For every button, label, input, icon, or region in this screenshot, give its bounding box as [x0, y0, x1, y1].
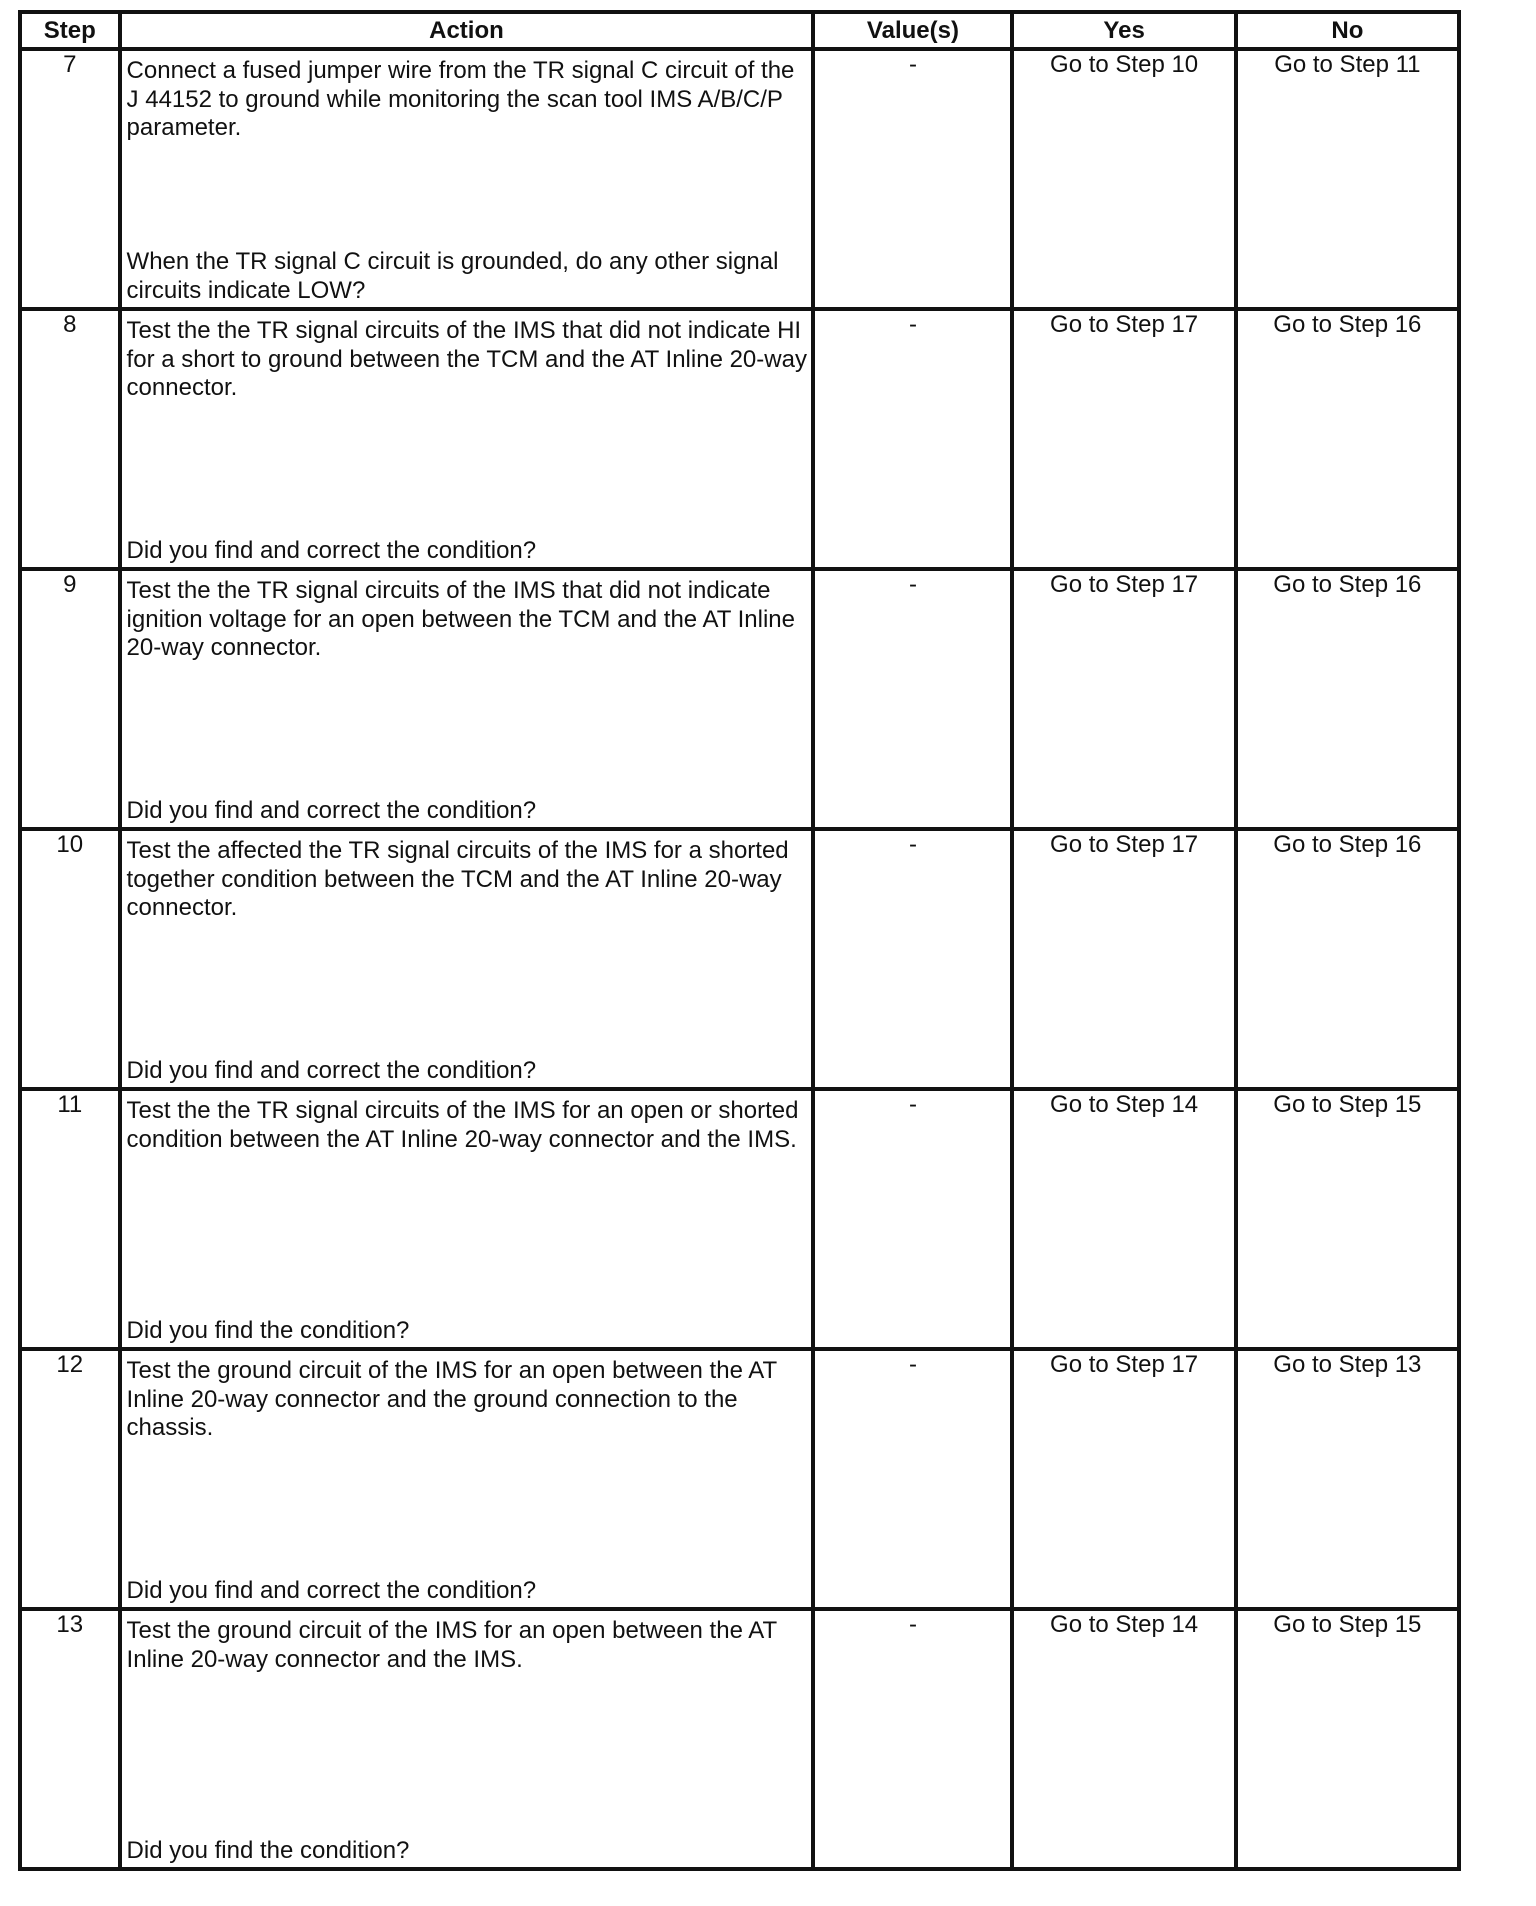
- action-question: Did you find and correct the condition?: [126, 796, 537, 824]
- no-goto: Go to Step 13: [1236, 1349, 1459, 1609]
- step-number: 10: [20, 829, 120, 1089]
- value-cell: -: [813, 309, 1012, 569]
- yes-goto: Go to Step 10: [1012, 49, 1235, 309]
- header-action: Action: [120, 12, 814, 49]
- action-text: Test the the TR signal circuits of the IMS for an open or shorted condition between the AT Inline 20-way connector and the IMS.: [126, 1097, 799, 1153]
- yes-goto: Go to Step 17: [1012, 309, 1235, 569]
- no-goto: Go to Step 16: [1236, 309, 1459, 569]
- no-goto: Go to Step 11: [1236, 49, 1459, 309]
- action-question: Did you find and correct the condition?: [126, 1576, 537, 1604]
- action-text: Test the ground circuit of the IMS for an open between the AT Inline 20-way connector and the IMS.: [126, 1617, 777, 1673]
- action-cell: [120, 1609, 814, 1869]
- header-no: No: [1236, 12, 1459, 49]
- table-row: [20, 49, 1459, 309]
- action-text: Test the ground circuit of the IMS for an open between the AT Inline 20-way connector and the ground connection to the chassis.: [126, 1357, 777, 1441]
- action-text: Test the affected the TR signal circuits of the IMS for a shorted together condition between the TCM and the AT Inline 20-way connector.: [126, 837, 789, 921]
- value-cell: -: [813, 829, 1012, 1089]
- action-text: Test the the TR signal circuits of the IMS that did not indicate HI for a short to ground between the TCM and the AT Inline 20-way connector.: [126, 317, 807, 401]
- action-text: Test the the TR signal circuits of the IMS that did not indicate ignition voltage for an open between the TCM and the AT Inline 20-way connector.: [126, 577, 795, 661]
- action-cell: [120, 569, 814, 829]
- action-cell: [120, 829, 814, 1089]
- value-cell: -: [813, 1349, 1012, 1609]
- table-row: [20, 1089, 1459, 1349]
- yes-goto: Go to Step 14: [1012, 1609, 1235, 1869]
- yes-goto: Go to Step 17: [1012, 569, 1235, 829]
- action-question: Did you find and correct the condition?: [126, 1056, 537, 1084]
- yes-goto: Go to Step 17: [1012, 829, 1235, 1089]
- header-step: Step: [20, 12, 120, 49]
- header-yes: Yes: [1012, 12, 1235, 49]
- action-text: Connect a fused jumper wire from the TR signal C circuit of the J 44152 to ground while monitoring the scan tool IMS A/B/C/P parameter.: [126, 57, 795, 141]
- header-row: [20, 12, 1459, 49]
- value-cell: -: [813, 1089, 1012, 1349]
- table-header: [20, 12, 1459, 49]
- diagnostic-table: [18, 10, 1461, 1871]
- table-row: [20, 569, 1459, 829]
- action-question: Did you find the condition?: [126, 1836, 410, 1864]
- action-cell: [120, 309, 814, 569]
- step-number: 9: [20, 569, 120, 829]
- header-values: Value(s): [813, 12, 1012, 49]
- action-cell: [120, 1349, 814, 1609]
- yes-goto: Go to Step 17: [1012, 1349, 1235, 1609]
- no-goto: Go to Step 15: [1236, 1089, 1459, 1349]
- action-cell: [120, 1089, 814, 1349]
- no-goto: Go to Step 15: [1236, 1609, 1459, 1869]
- table-body: [20, 49, 1459, 1869]
- table-row: [20, 309, 1459, 569]
- value-cell: -: [813, 1609, 1012, 1869]
- table-row: [20, 1609, 1459, 1869]
- step-number: 8: [20, 309, 120, 569]
- step-number: 13: [20, 1609, 120, 1869]
- step-number: 7: [20, 49, 120, 309]
- action-cell: [120, 49, 814, 309]
- action-question: When the TR signal C circuit is grounded, do any other signal circuits indicate LOW?: [126, 248, 779, 304]
- action-question: Did you find and correct the condition?: [126, 536, 537, 564]
- table-row: [20, 1349, 1459, 1609]
- value-cell: -: [813, 49, 1012, 309]
- no-goto: Go to Step 16: [1236, 569, 1459, 829]
- table-row: [20, 829, 1459, 1089]
- action-question: Did you find the condition?: [126, 1316, 410, 1344]
- value-cell: -: [813, 569, 1012, 829]
- yes-goto: Go to Step 14: [1012, 1089, 1235, 1349]
- step-number: 12: [20, 1349, 120, 1609]
- no-goto: Go to Step 16: [1236, 829, 1459, 1089]
- step-number: 11: [20, 1089, 120, 1349]
